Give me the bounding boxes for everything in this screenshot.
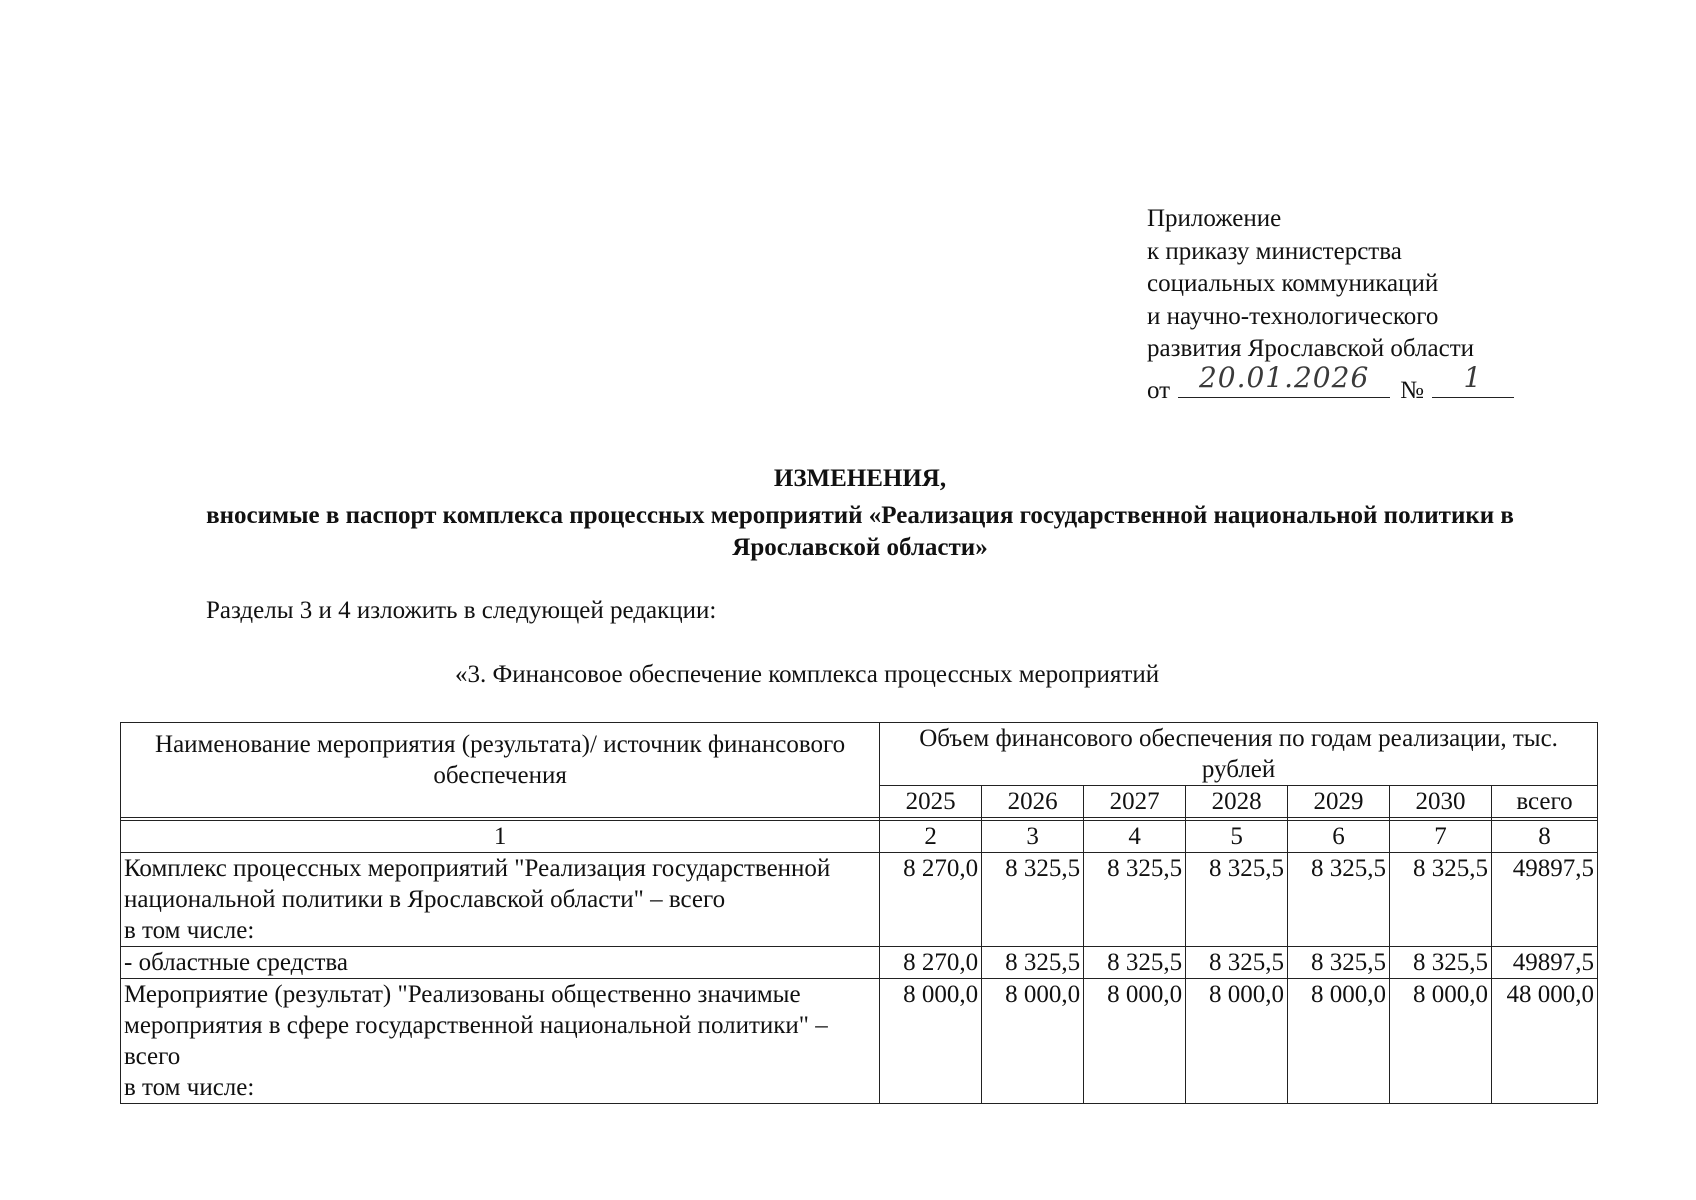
year-cell: 2026 <box>982 786 1084 818</box>
table-row <box>121 853 1598 947</box>
document-subtitle <box>110 500 1610 564</box>
value-cell: 8 000,0 <box>1390 979 1492 1104</box>
column-number-cell: 3 <box>982 821 1084 853</box>
order-date-number <box>1147 360 1514 408</box>
header-name-cell: Наименование мероприятия (результата)/ источник финансового обеспечения <box>121 723 880 818</box>
column-number-cell: 1 <box>121 821 880 853</box>
document-title: ИЗМЕНЕНИЯ, <box>773 465 947 492</box>
approval-line: к приказу министерства <box>1147 237 1402 265</box>
financing-table <box>120 722 1598 1104</box>
approval-block <box>1147 203 1514 407</box>
number-prefix: № <box>1400 376 1424 404</box>
section-heading: «3. Финансовое обеспечение комплекса процессных мероприятий <box>455 661 1160 688</box>
subtitle-line: Ярославской области» <box>732 534 988 561</box>
approval-line: социальных коммуникаций <box>1147 270 1439 297</box>
value-cell: 49897,5 <box>1491 853 1597 947</box>
year-cell: 2028 <box>1186 786 1288 818</box>
table-row <box>121 947 1598 979</box>
column-number-cell: 7 <box>1390 821 1492 853</box>
value-cell: 8 325,5 <box>1390 853 1492 947</box>
header-volume-cell: Объем финансового обеспечения по годам реализации, тыс. рублей <box>880 723 1598 786</box>
value-cell: 48 000,0 <box>1491 979 1597 1104</box>
value-cell: 8 325,5 <box>1288 853 1390 947</box>
value-cell: 49897,5 <box>1491 947 1597 979</box>
year-cell: 2030 <box>1390 786 1492 818</box>
value-cell: 8 270,0 <box>880 853 982 947</box>
value-cell: 8 325,5 <box>1288 947 1390 979</box>
row-name-cell: Мероприятие (результат) "Реализованы общественно значимые мероприятия в сфере государственной национальной политики" – всего в том числе: <box>121 979 880 1104</box>
column-number-cell: 5 <box>1186 821 1288 853</box>
value-cell: 8 325,5 <box>982 853 1084 947</box>
value-cell: 8 000,0 <box>1084 979 1186 1104</box>
value-cell: 8 000,0 <box>880 979 982 1104</box>
year-cell: 2025 <box>880 786 982 818</box>
value-cell: 8 325,5 <box>1084 947 1186 979</box>
order-date-field <box>1178 360 1390 398</box>
handwritten-number: 1 <box>1463 360 1483 394</box>
year-cell: всего <box>1491 786 1597 818</box>
year-cell: 2029 <box>1288 786 1390 818</box>
value-cell: 8 000,0 <box>1288 979 1390 1104</box>
year-cell: 2027 <box>1084 786 1186 818</box>
table-header-row <box>121 723 1598 786</box>
approval-line: развития Ярославской области <box>1147 335 1475 362</box>
subtitle-line: вносимые в паспорт комплекса процессных мероприятий «Реализация государственной национальной политики в <box>206 502 1514 529</box>
approval-line: Приложение <box>1147 205 1282 232</box>
column-number-row <box>121 821 1598 853</box>
row-name-cell: Комплекс процессных мероприятий "Реализация государственной национальной политики в Ярославской области" – всего в том числе: <box>121 853 880 947</box>
value-cell: 8 000,0 <box>1186 979 1288 1104</box>
value-cell: 8 270,0 <box>880 947 982 979</box>
value-cell: 8 000,0 <box>982 979 1084 1104</box>
value-cell: 8 325,5 <box>1186 947 1288 979</box>
value-cell: 8 325,5 <box>1084 853 1186 947</box>
column-number-cell: 2 <box>880 821 982 853</box>
table-row <box>121 979 1598 1104</box>
column-number-cell: 8 <box>1491 821 1597 853</box>
date-prefix: от <box>1147 376 1171 404</box>
handwritten-date: 20.01.2026 <box>1198 360 1370 394</box>
approval-line: и научно-технологического <box>1147 302 1439 330</box>
intro-paragraph: Разделы 3 и 4 изложить в следующей редакции: <box>206 597 717 624</box>
column-number-cell: 6 <box>1288 821 1390 853</box>
row-name-cell: - областные средства <box>121 947 880 979</box>
column-number-cell: 4 <box>1084 821 1186 853</box>
value-cell: 8 325,5 <box>1390 947 1492 979</box>
value-cell: 8 325,5 <box>1186 853 1288 947</box>
value-cell: 8 325,5 <box>982 947 1084 979</box>
order-number-field <box>1432 360 1514 398</box>
